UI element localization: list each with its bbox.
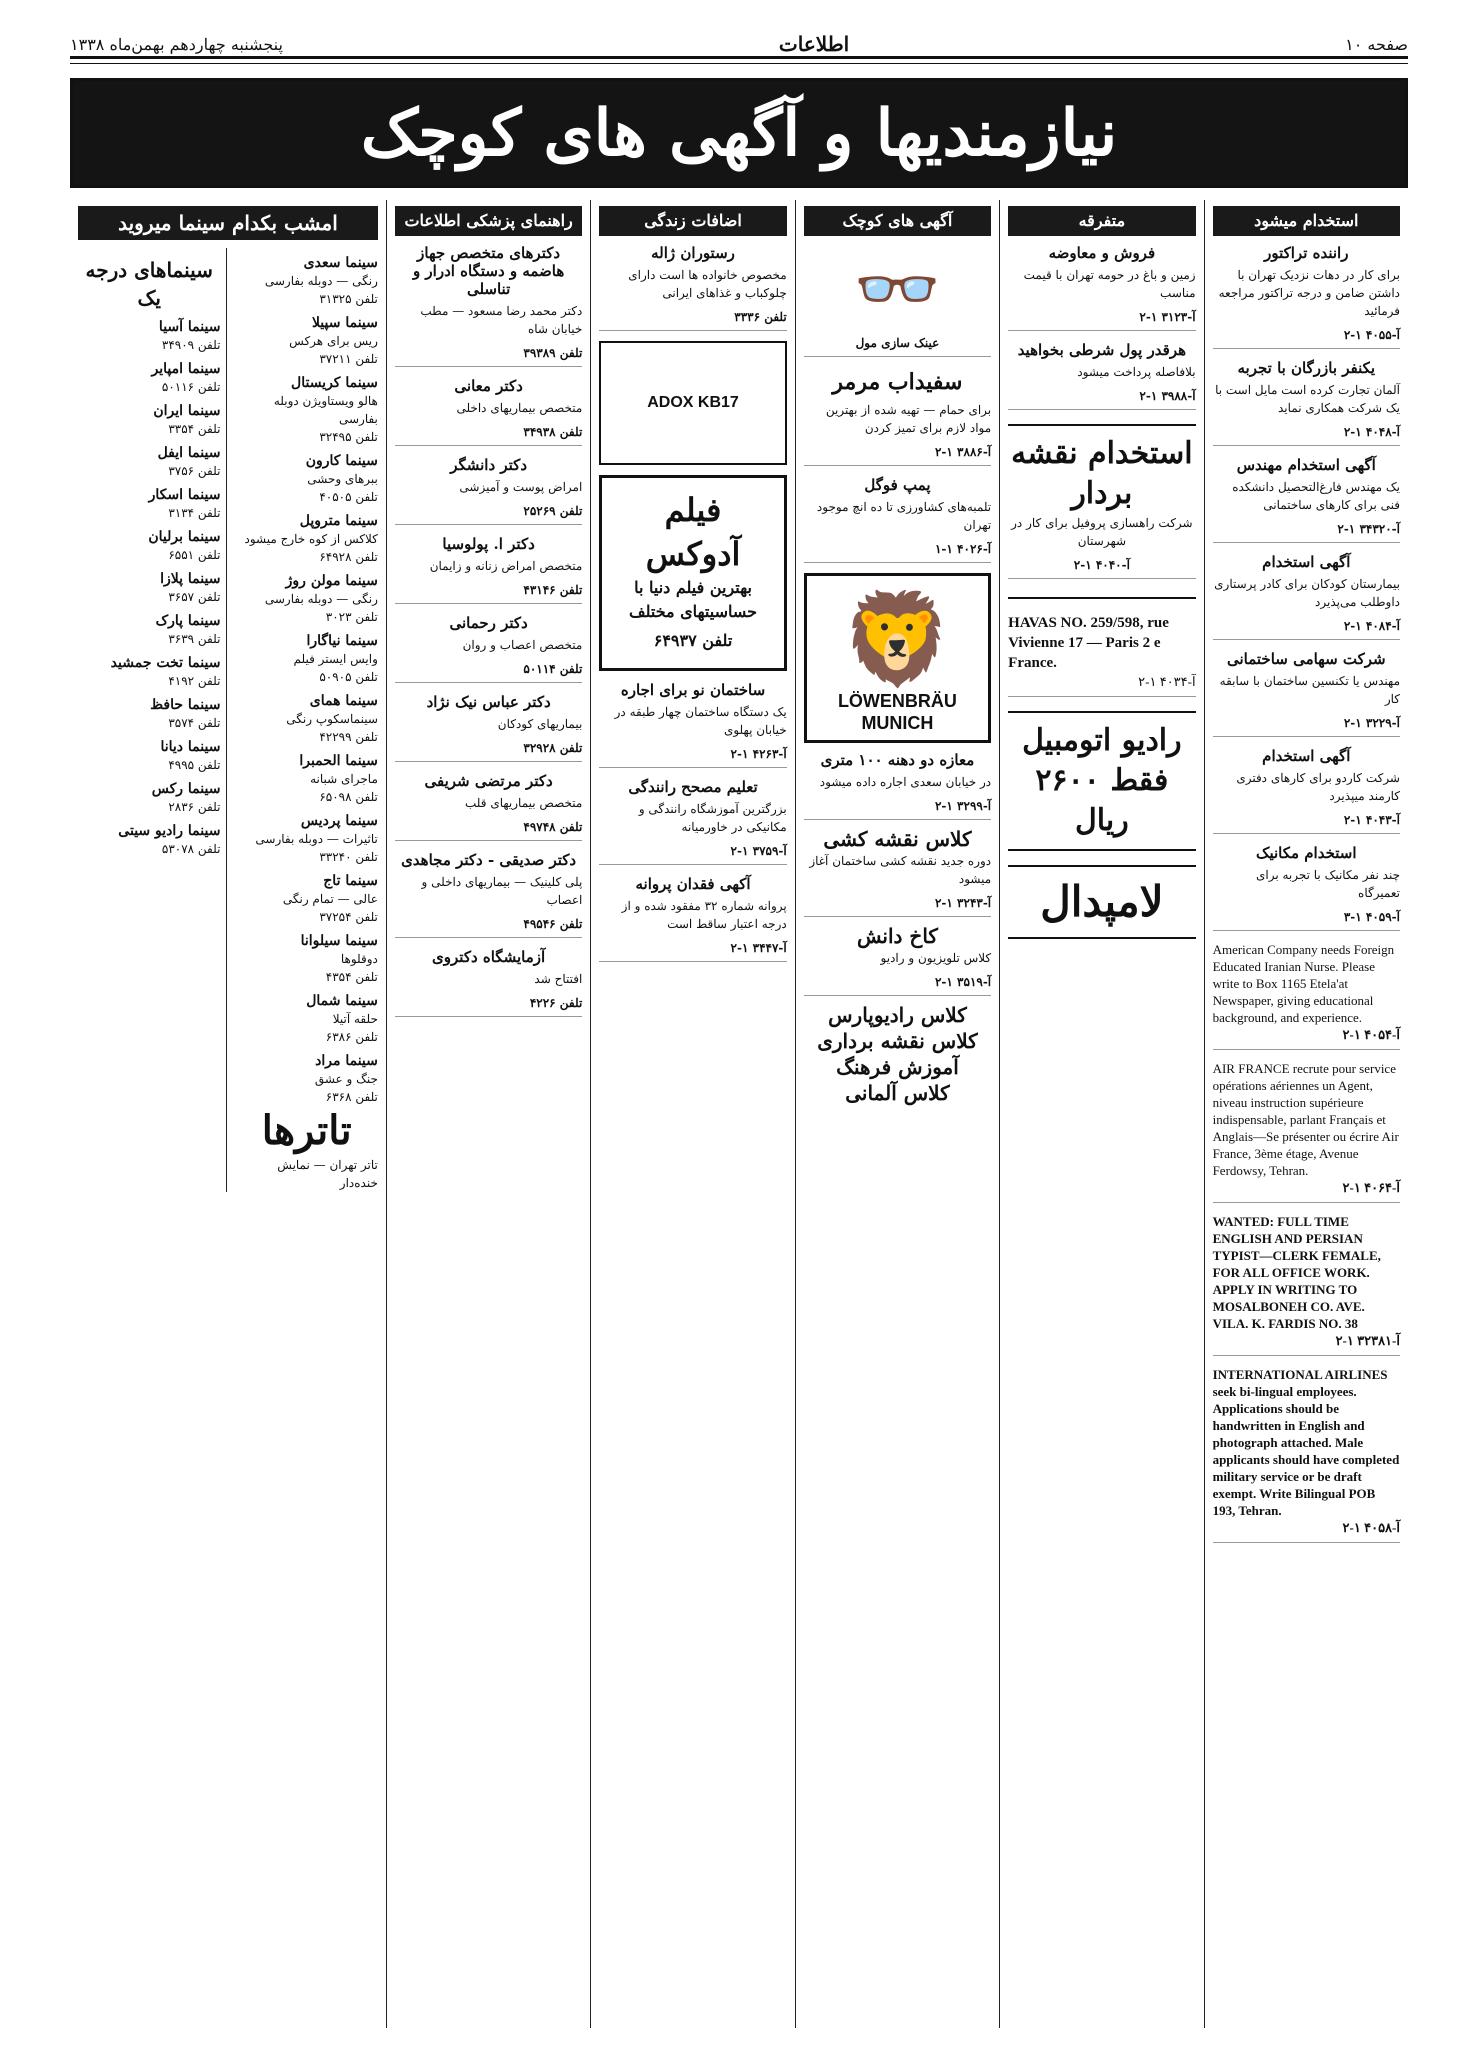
cinema-name: سینما همای [309,693,378,709]
english-ad [1213,1366,1400,1543]
cinema-name: سینما الحمبرا [299,753,378,769]
cinema-phone: تلفن ۳۶۵۷ [168,590,221,604]
cinema-film: کلاکس از کوه خارج میشود [244,532,378,546]
big-ad-line: کلاس رادیوپارس [828,1003,967,1027]
ad-body: مخصوص خانواده ها است دارای چلوکباب و غذاهای ایرانی [628,268,787,300]
column-heading: اضافات زندگی [599,206,786,236]
cinema-phone: تلفن ۵۰۱۱۶ [161,380,221,394]
ad-phone: آ-۳۵۱۹ ۱-۲ [804,973,991,996]
cinema-phone: تلفن ۳۳۲۴۰ [319,850,378,864]
cinema-phone: تلفن ۴۲۲۹۹ [319,730,378,744]
cinema-item [235,992,377,1046]
cinema-film: سینماسکوپ رنگی [286,712,378,726]
cinema-phone: تلفن ۶۴۹۲۸ [319,550,378,564]
cinema-phone: تلفن ۳۵۷۴ [168,716,221,730]
cinema-phone: تلفن ۳۷۵۶ [168,464,221,478]
cinema-item [235,374,377,446]
cinema-name: سینما آسیا [158,319,221,335]
big-ad-line: آموزش فرهنگ [836,1055,959,1079]
glasses-caption: عینک سازی مول [804,334,991,357]
ad-phone: آ-۳۴۳۲۰ ۱-۲ [1213,520,1400,543]
ad-title: دکترهای متخصص جهاز هاضمه و دستگاه ادرار و تناسلی [412,244,565,298]
cinema-item [78,528,220,564]
ad-phone: آ-۴۰۸۴ ۱-۲ [1213,617,1400,640]
cinema-name: سینما مولن روژ [285,573,378,589]
ad-title: سفیداب مرمر [832,369,963,395]
ad-phone: آ-۳۹۸۸ ۱-۲ [1008,387,1195,410]
english-ad-phone: آ-۳۲۳۸۱ ۱-۲ [1335,1333,1400,1348]
english-ad [1213,941,1400,1050]
cinema-phone: تلفن ۶۵۵۱ [168,548,221,562]
cinema-name: سینما پلازا [160,571,221,587]
ad-item [1213,456,1400,543]
cinema-name: سینما ایفل [157,445,221,461]
cinema-phone: تلفن ۲۸۳۶ [168,800,221,814]
first-class-cinema-list [78,248,227,1192]
cinema-item [78,486,220,522]
cinema-film: جنگ و عشق [314,1072,378,1086]
ad-title: دکتر دانشگر [450,456,527,474]
cinema-phone: تلفن ۳۷۲۵۴ [319,910,378,924]
cinema-phone: تلفن ۴۰۵۰۵ [319,490,378,504]
cinema-item [78,318,220,354]
ad-item [804,827,992,917]
ad-title: دکتر عباس نیک نژاد [426,693,551,711]
ad-body: زمین و باغ در حومه تهران با قیمت مناسب [1023,268,1196,300]
ad-title: پمپ فوگل [864,476,931,494]
ad-phone: آ-۴۰۴۰ ۱-۲ [1008,556,1195,579]
ad-phone: آ-۳۱۲۳ ۱-۲ [1008,308,1195,331]
cinema-phone: تلفن ۵۳۰۷۸ [161,842,221,856]
cinema-item [235,812,377,866]
ad-body: برای حمام — تهیه شده از بهترین مواد لازم برای تمیز کردن [825,403,992,435]
cinema-name: سینما رکس [151,781,221,797]
cinema-name: سینما ایران [153,403,221,419]
issue-date: پنجشنبه چهاردهم بهمن‌ماه ۱۳۳۸ [70,34,283,54]
column-medical [386,200,590,2028]
ad-item [395,377,582,446]
ad-item [804,476,991,563]
ad-body: کلاس تلویزیون و رادیو [880,951,992,965]
glasses-icon: 👓 [853,248,942,330]
columns [70,200,1408,2028]
ad-phone: آ-۴۰۵۵ ۱-۲ [1213,326,1400,349]
column-heading: استخدام میشود [1213,206,1400,236]
ad-title: استخدام نقشه بردار [1011,436,1193,511]
cinema-name: سینما حافظ [150,697,221,713]
page-number: صفحه ۱۰ [1345,34,1408,54]
ad-title: دکتر صدیقی - دکتر مجاهدی [401,851,577,869]
ad-item [599,244,786,331]
cinema-film: رنگی — دوبله بفارسی [264,274,378,288]
cinema-item [235,254,377,308]
theater-heading: تاترها [261,1107,352,1154]
ad-body: تلمبه‌های کشاورزی تا ده انچ موجود تهران [816,500,992,532]
cinema-name: سینما تاج [323,873,378,889]
ad-item [395,693,582,762]
ad-body: بزرگترین آموزشگاه رانندگی و مکانیکی در خاورمیانه [638,802,787,834]
cinema-item [235,1052,377,1106]
column-small-ads [795,200,999,2028]
header-rule [70,56,1408,64]
big-ad-line: کلاس آلمانی [845,1081,950,1105]
ad-title: آگهی استخدام [1262,553,1351,571]
cinema-item [78,738,220,774]
cinema-name: سینما نیاگارا [306,633,378,649]
english-ad-text: INTERNATIONAL AIRLINES seek bi-lingual employees. Applications should be handwritten in English and photograph attached. Male applicants should have completed military service or be draft exempt. Write Bilingual POB 193, Tehran. [1212,1367,1400,1518]
ad-title: کاخ دانش [856,924,938,948]
column-heading: راهنمای پزشکی اطلاعات [395,206,582,236]
cinema-item [235,452,377,506]
ad-phone: تلفن ۴۳۱۴۶ [395,581,582,604]
cinema-film: وایس ایستر فیلم [293,652,378,666]
big-ad-line: لامپدال [1040,877,1164,926]
ad-title: رستوران ژاله [651,244,735,262]
cinema-name: سینما متروپل [299,513,378,529]
column-misc [999,200,1203,2028]
cinema-film: هالو ویستاویژن دوبله بفارسی [273,394,378,426]
cinema-item [235,932,377,986]
ad-item [395,948,582,1017]
lowenbrau-logo [804,573,991,743]
cinema-name: سینما تخت جمشید [110,655,221,671]
cinema-name: سینما سپیلا [311,315,378,331]
film-box-image [599,341,786,465]
cinema-name: سینما رادیو سیتی [118,823,221,839]
ad-title: فروش و معاوضه [1048,244,1156,262]
ad-title: آکهی فقدان پروانه [635,875,751,893]
cinema-item [78,402,220,438]
big-ad [1008,711,1195,851]
ad-item [1213,747,1400,834]
ad-item [804,367,991,466]
first-class-heading: سینماهای درجه یک [85,258,213,310]
cinema-item [235,692,377,746]
cinema-phone: تلفن ۶۵۰۹۸ [319,790,378,804]
ad-body: یک دستگاه ساختمان چهار طبقه در خیابان پهلوی [614,705,787,737]
ad-phone: آ-۳۸۸۶ ۱-۲ [804,443,991,466]
ad-body: بیماریهای کودکان [497,717,583,731]
ad-body: آلمان تجارت کرده است مایل است با یک شرکت همکاری نماید [1215,383,1400,415]
ad-body: یک مهندس فارغ‌التحصیل دانشکده فنی برای کارهای ساختمانی [1232,480,1400,512]
ad-title: آگهی استخدام مهندس [1236,456,1376,474]
ad-title: دکتر ا. پولوسیا [442,535,535,553]
cinema-phone: تلفن ۶۳۶۸ [325,1090,378,1104]
ad-body: بلافاصله پرداخت میشود [1077,365,1196,379]
ad-item [1213,244,1400,349]
ad-item [395,244,582,367]
cinema-film: دوقلوها [340,952,378,966]
cinema-item [78,360,220,396]
ad-body: متخصص اعصاب و روان [462,638,583,652]
cinema-name: سینما سیلوانا [300,933,378,949]
english-ad-phone: آ-۴۰۳۴ ۱-۲ [1138,674,1196,689]
ad-phone: آ-۳۴۴۷ ۱-۲ [599,939,786,962]
ad-phone: تلفن ۴۲۲۶ [395,994,582,1017]
column-cinemas [70,200,386,2028]
ad-item [599,681,786,768]
ad-body: برای کار در دهات نزدیک تهران با داشتن ضامن و درجه تراکتور مراجعه فرمائید [1218,268,1400,318]
paper-name: اطلاعات [778,32,850,56]
ad-body: شرکت کاردو برای کارهای دفتری کارمند میپذیرد [1236,771,1400,803]
cinema-name: سینما سعدی [303,255,378,271]
ad-item [599,778,786,865]
ad-phone: آ-۴۰۲۶ ۱-۱ [804,540,991,563]
cinema-item [78,822,220,858]
column-employment [1204,200,1408,2028]
ad-title: تعلیم مصحح رانندگی [628,778,758,796]
ad-title: ساختمان نو برای اجاره [620,681,766,699]
cinema-phone: تلفن ۳۶۳۹ [168,632,221,646]
ad-title: آزمایشگاه دکتروی [432,948,546,966]
cinema-phone: تلفن ۳۱۳۴ [168,506,221,520]
cinema-phone: تلفن ۳۱۳۲۵ [319,292,378,306]
ad-phone: آ-۳۲۲۹ ۱-۲ [1213,714,1400,737]
column-lifestyle [590,200,794,2028]
cinema-item [78,654,220,690]
ad-item [804,924,992,996]
ad-item [1008,424,1195,599]
column-heading: آگهی های کوچک [804,206,991,236]
cinema-phone: تلفن ۵۰۹۰۵ [319,670,378,684]
cinema-phone: تلفن ۳۴۹۰۹ [161,338,221,352]
ad-title: دکتر معانی [454,377,523,395]
page-header [70,18,1408,70]
ad-phone: تلفن ۲۵۲۶۹ [395,502,582,525]
lion-icon: 🦁 [841,587,954,692]
cinema-name: سینما امپایر [151,361,221,377]
ad-title: استخدام مکانیک [1256,844,1357,862]
ad-phone: تلفن ۴۹۷۴۸ [395,818,582,841]
cinema-item [235,752,377,806]
ad-body: متخصص امراض زنانه و زایمان [429,559,583,573]
english-ad-phone: آ-۴۰۶۴ ۱-۲ [1342,1180,1400,1195]
theater-text: تاتر تهران — نمایش خنده‌دار [277,1158,378,1190]
ad-item [395,614,582,683]
big-ad-line: فقط ۲۶۰۰ ریال [1035,763,1169,838]
ad-item [1008,244,1195,331]
cinema-name: سینما برلیان [148,529,221,545]
ad-body: بیمارستان کودکان برای کادر پرستاری داوطلب می‌پذیرد [1214,577,1400,609]
ad-item [1213,844,1400,931]
ad-title: دکتر مرتضی شریفی [424,772,553,790]
cinema-item [235,572,377,626]
ad-body: دکتر محمد رضا مسعود — مطب خیابان شاه [420,304,583,336]
ad-phone: تلفن ۳۲۹۲۸ [395,739,582,762]
ad-phone: تلفن ۴۹۵۴۶ [395,915,582,938]
english-ad-text: American Company needs Foreign Educated Iranian Nurse. Please write to Box 1165 Etela'at Newspaper, giving educational background, and experience. [1212,942,1395,1025]
ad-body: مهندس یا تکنسین ساختمان با سابقه کار [1219,674,1400,706]
cinema-phone: تلفن ۴۹۹۵ [168,758,221,772]
cinema-item [235,632,377,686]
column-heading: متفرقه [1008,206,1195,236]
ad-phone: آ-۴۰۴۸ ۱-۲ [1213,423,1400,446]
cinema-film: ماجرای شبانه [310,772,378,786]
cinema-phone: تلفن ۴۱۹۲ [168,674,221,688]
big-ad [1008,865,1195,939]
cinema-name: سینما شمال [306,993,378,1009]
film-logo: ADOX KB17 [647,394,739,411]
ad-item [599,475,786,671]
cinema-item [235,314,377,368]
ad-item [1213,359,1400,446]
ad-body: پلی کلینیک — بیماریهای داخلی و اعصاب [421,875,583,907]
ad-phone: آ-۳۷۵۹ ۱-۲ [599,842,786,865]
ad-phone: آ-۴۰۵۹ ۱-۳ [1213,908,1400,931]
cinema-heading: امشب بکدام سینما میروید [78,206,378,240]
ad-body: شرکت راهسازی پروفیل برای کار در شهرستان [1011,516,1193,548]
cinema-name: سینما کارون [305,453,378,469]
english-ad [1008,613,1195,697]
logo-brand: LÖWENBRÄU MUNICH [837,691,957,733]
english-ad-text: HAVAS NO. 259/598, rue Vivienne 17 — Paris 2 e France. [1008,615,1169,671]
ad-body: متخصص بیماریهای قلب [465,796,583,810]
cinema-name: سینما کریستال [291,375,378,391]
ad-body: امراض پوست و آمیزشی [459,480,583,494]
cinema-name: سینما پارک [155,613,221,629]
cinema-item [78,570,220,606]
cinema-phone: تلفن ۳۰۲۳ [325,610,378,624]
ad-item [804,751,991,820]
english-ad-phone: آ-۴۰۵۴ ۱-۲ [1342,1027,1400,1042]
cinema-item [78,444,220,480]
big-ad-line: کلاس نقشه برداری [817,1029,978,1053]
ad-body: دوره جدید نقشه کشی ساختمان آغاز میشود [809,854,992,886]
ad-phone: آ-۴۲۶۳ ۱-۲ [599,745,786,768]
cinema-phone: تلفن ۳۷۲۱۱ [319,352,378,366]
ad-title: شرکت سهامی ساختمانی [1226,650,1386,668]
ad-item [395,851,582,938]
ad-title: یکنفر بازرگان با تجربه [1237,359,1376,377]
cinema-item [235,872,377,926]
ad-phone: تلفن ۶۴۹۳۷ [653,631,733,650]
ad-title: هرقدر پول شرطی بخواهید [1017,341,1187,359]
cinema-name: سینما مراد [315,1053,378,1069]
ad-body: متخصص بیماریهای داخلی [456,401,583,415]
english-ad-text: WANTED: FULL TIME ENGLISH AND PERSIAN TYPIST—CLERK FEMALE, FOR ALL OFFICE WORK. APPLY IN WRITING TO MOSALBONEH CO. AVE. VILA. K. FARDIS NO. 38 [1212,1214,1381,1331]
cinema-phone: تلفن ۶۳۸۶ [325,1030,378,1044]
cinema-item [235,512,377,566]
ad-title: کلاس نقشه کشی [823,827,972,851]
cinema-film: عالی — تمام رنگی [282,892,378,906]
cinema-item [78,696,220,732]
cinema-name: سینما دیانا [160,739,221,755]
ad-body: چند نفر مکانیک با تجربه برای تعمیرگاه [1255,868,1400,900]
ad-item [1213,650,1400,737]
ad-item [395,535,582,604]
cinema-list [235,248,377,1192]
classifieds-banner [70,78,1408,188]
banner-title: نیازمندیها و آگهی های کوچک [360,95,1118,171]
ad-title: راننده تراکتور [1264,244,1349,262]
ad-phone: آ-۳۲۹۹ ۱-۲ [804,797,991,820]
cinema-film: رنگی — دوبله بفارسی [264,592,378,606]
cinema-film: تاثیرات — دوبله بفارسی [255,832,378,846]
cinema-film: ببرهای وحشی [307,472,378,486]
ad-phone: تلفن ۳۳۳۶ [599,308,786,331]
ad-title: معازه دو دهنه ۱۰۰ متری [820,751,975,769]
ad-item [395,456,582,525]
ad-phone: تلفن ۳۹۳۸۹ [395,344,582,367]
ad-title: آگهی استخدام [1262,747,1351,765]
ad-item [599,875,786,962]
english-ad-text: AIR FRANCE recrute pour service opérations aériennes un Agent, niveau instruction supérieure indispensable, parlant Français et Anglais—Se présenter ou écrire Air France, 3ème étage, Avenue Ferdowsy, Tehran. [1212,1061,1399,1178]
cinema-film: ریس برای هرکس [289,334,378,348]
ad-body: پروانه شماره ۳۲ مفقود شده و از درجه اعتبار ساقط است [621,899,787,931]
cinema-name: سینما پردیس [300,813,378,829]
ad-body: بهترین فیلم دنیا با حساسیتهای مختلف [629,578,758,621]
english-ad [1213,1060,1400,1203]
cinema-phone: تلفن ۳۳۵۴ [168,422,221,436]
cinema-item [78,780,220,816]
cinema-item [78,612,220,648]
ad-phone: آ-۳۲۴۳ ۱-۲ [804,894,991,917]
ad-title: دکتر رحمانی [449,614,528,632]
ad-item [1008,341,1195,410]
ad-phone: آ-۴۰۴۳ ۱-۲ [1213,811,1400,834]
big-ad-line: رادیو اتومبیل [1022,723,1182,758]
ad-item [1213,553,1400,640]
cinema-name: سینما اسکار [148,487,221,503]
ad-phone: تلفن ۵۰۱۱۴ [395,660,582,683]
cinema-film: حلقه آتیلا [332,1012,378,1026]
ad-item [395,772,582,841]
ad-phone: تلفن ۳۴۹۳۸ [395,423,582,446]
english-ad [1213,1213,1400,1356]
cinema-phone: تلفن ۳۲۴۹۵ [319,430,378,444]
english-ad-phone: آ-۴۰۵۸ ۱-۲ [1342,1520,1400,1535]
ad-body: افتتاح شد [534,972,583,986]
ad-title: فیلم آدوکس [645,491,741,573]
cinema-phone: تلفن ۴۳۵۴ [325,970,378,984]
ad-body: در خیابان سعدی اجاره داده میشود [819,775,992,789]
